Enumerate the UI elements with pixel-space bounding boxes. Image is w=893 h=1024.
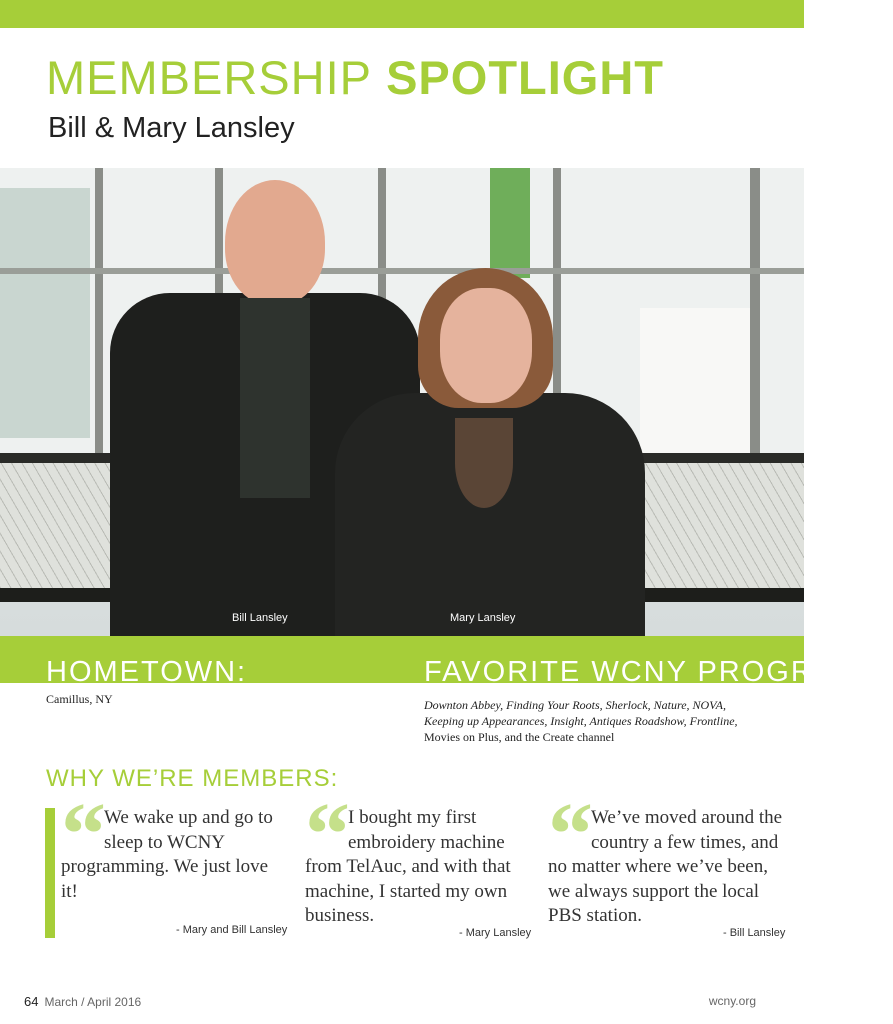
quote-attribution: - Mary and Bill Lansley (176, 924, 288, 936)
hometown-heading: HOMETOWN: (46, 656, 248, 688)
title-light: MEMBERSHIP (46, 51, 372, 104)
hometown-value: Camillus, NY (46, 692, 113, 706)
why-heading: WHY WE’RE MEMBERS: (46, 765, 339, 792)
info-band (0, 636, 893, 688)
programs-heading: FAVORITE WCNY PROGRAMS: (424, 656, 893, 688)
issue-date: March / April 2016 (44, 995, 142, 1009)
quote-2 (305, 785, 533, 929)
caption-mary: Mary Lansley (450, 612, 516, 624)
member-photo (0, 168, 804, 636)
quote-1 (61, 785, 281, 904)
quote-text: We’ve moved around the country a few times, and no matter where we’ve been, we always support the local PBS station. (548, 807, 783, 926)
quote-mark-icon: “ (548, 785, 587, 884)
programs-line: Keeping up Appearances, Insight, Antiques Roadshow, Frontline, (424, 714, 738, 728)
programs-line: Downton Abbey, Finding Your Roots, Sherlock, Nature, NOVA, (424, 698, 726, 712)
quote-attribution: - Mary Lansley (459, 927, 532, 939)
programs-line: Movies on Plus, and the Create channel (424, 730, 615, 744)
quote-text: I bought my first embroidery machine from TelAuc, and with that machine, I started my own business. (305, 807, 511, 926)
title-bold: SPOTLIGHT (386, 51, 665, 104)
quote-accent-bar (45, 808, 55, 938)
quote-3 (548, 785, 788, 929)
programs-list (424, 697, 784, 745)
footer-site: wcny.org (708, 994, 756, 1008)
caption-bill: Bill Lansley (232, 612, 288, 624)
member-names: Bill & Mary Lansley (48, 112, 295, 144)
quote-mark-icon: “ (305, 785, 344, 884)
top-accent-bar (0, 0, 804, 28)
footer-left (24, 994, 141, 1009)
page-title (46, 50, 664, 105)
page-number: 64 (24, 994, 39, 1009)
quote-text: We wake up and go to sleep to WCNY programming. We just love it! (61, 807, 273, 902)
quote-attribution: - Bill Lansley (723, 927, 786, 939)
quote-mark-icon: “ (61, 785, 100, 884)
